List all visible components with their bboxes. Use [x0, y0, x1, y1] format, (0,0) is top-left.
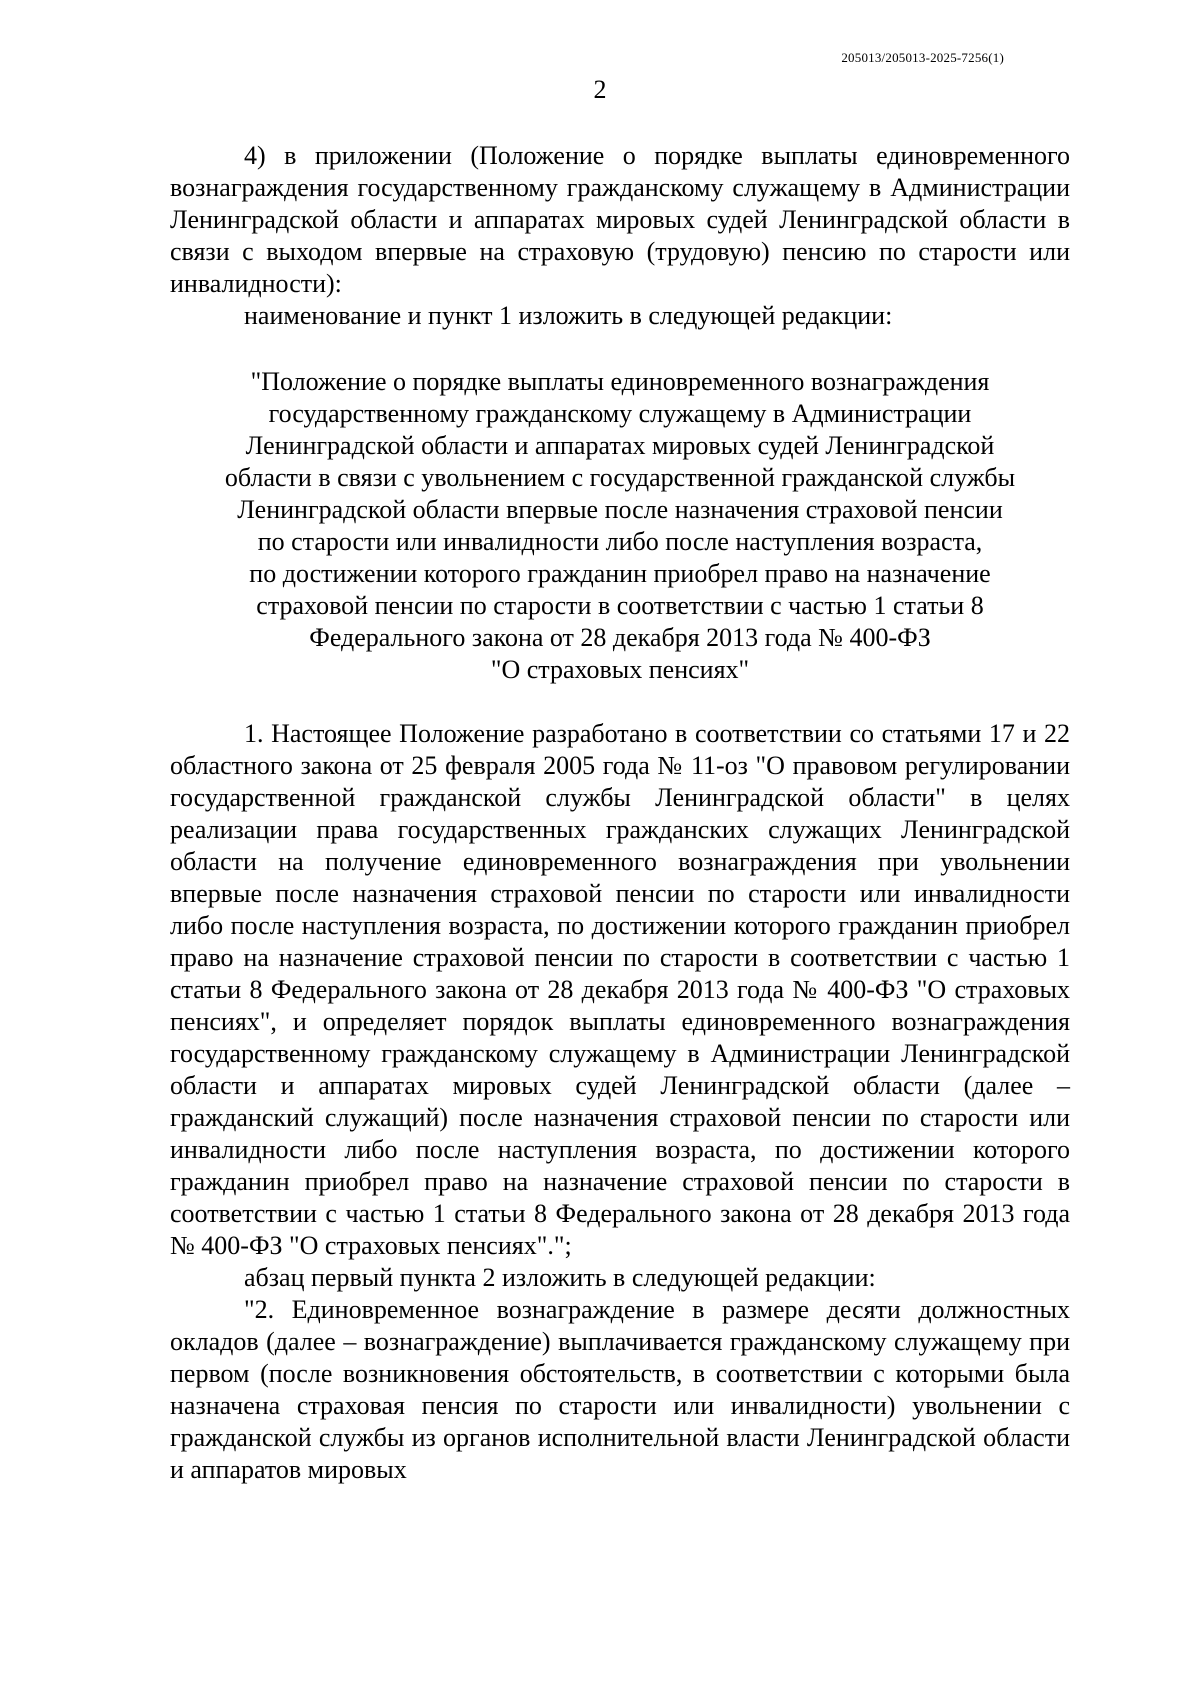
title-line: области в связи с увольнением с государственной гражданской службы — [224, 463, 1016, 492]
title-line: по старости или инвалидности либо после наступления возраста, — [257, 527, 983, 556]
paragraph-point-2: "2. Единовременное вознаграждение в размере десяти должностных окладов (далее – вознаграждение) выплачивается гражданскому служащему при первом (после возникновения обстоятельств, в соответствии с которыми была назначена страховая пенсия по старости или инвалидности) увольнении с гражданской службы из органов исполнительной власти Ленинградской области и аппаратов мировых — [170, 1295, 1070, 1484]
page-number: 2 — [593, 75, 607, 104]
title-line: Федерального закона от 28 декабря 2013 года № 400-ФЗ — [309, 623, 931, 652]
title-line: Ленинградской области впервые после назначения страховой пенсии — [237, 495, 1003, 524]
document-number: 205013/205013-2025-7256(1) — [841, 50, 1004, 65]
paragraph-point-1: 1. Настоящее Положение разработано в соответствии со статьями 17 и 22 областного закона от 25 февраля 2005 года № 11-оз "О правовом регулировании государственной гражданской службы Ленинградской области" в целях реализации права государственных гражданских служащих Ленинградской области на получение единовременного вознаграждения при увольнении впервые после назначения страховой пенсии по старости или инвалидности либо после наступления возраста, по достижении которого гражданин приобрел право на назначение страховой пенсии по старости в соответствии с частью 1 статьи 8 Федерального закона от 28 декабря 2013 года № 400-ФЗ "О страховых пенсиях", и определяет порядок выплаты единовременного вознаграждения государственному гражданскому служащему в Администрации Ленинградской области и аппаратах мировых судей Ленинградской области (далее – гражданский служащий) после назначения страховой пенсии по старости или инвалидности либо после наступления возраста, по достижении которого гражданин приобрел право на назначение страховой пенсии по старости в соответствии с частью 1 статьи 8 Федерального закона от 28 декабря 2013 года № 400-ФЗ "О страховых пенсиях"."; — [170, 719, 1070, 1260]
title-line: "Положение о порядке выплаты единовременного вознаграждения — [250, 367, 990, 396]
title-line: страховой пенсии по старости в соответствии с частью 1 статьи 8 — [256, 591, 984, 620]
title-line: Ленинградской области и аппаратах мировых судей Ленинградской — [245, 431, 995, 460]
paragraph-amendment-intro: 4) в приложении (Положение о порядке выплаты единовременного вознаграждения государственному гражданскому служащему в Администрации Ленинградской области и аппаратах мировых судей Ленинградской области в связи с выходом впервые на страховую (трудовую) пенсию по старости или инвалидности): — [170, 141, 1070, 298]
title-line: по достижении которого гражданин приобрел право на назначение — [249, 559, 991, 588]
paragraph-title-instruction: наименование и пункт 1 изложить в следующей редакции: — [244, 301, 893, 330]
regulation-title — [170, 366, 1070, 686]
paragraph-point-2-instruction: абзац первый пункта 2 изложить в следующей редакции: — [244, 1263, 876, 1292]
document-body — [170, 140, 1070, 1486]
title-line: государственному гражданскому служащему в Администрации — [268, 399, 972, 428]
title-line: "О страховых пенсиях" — [490, 655, 750, 684]
